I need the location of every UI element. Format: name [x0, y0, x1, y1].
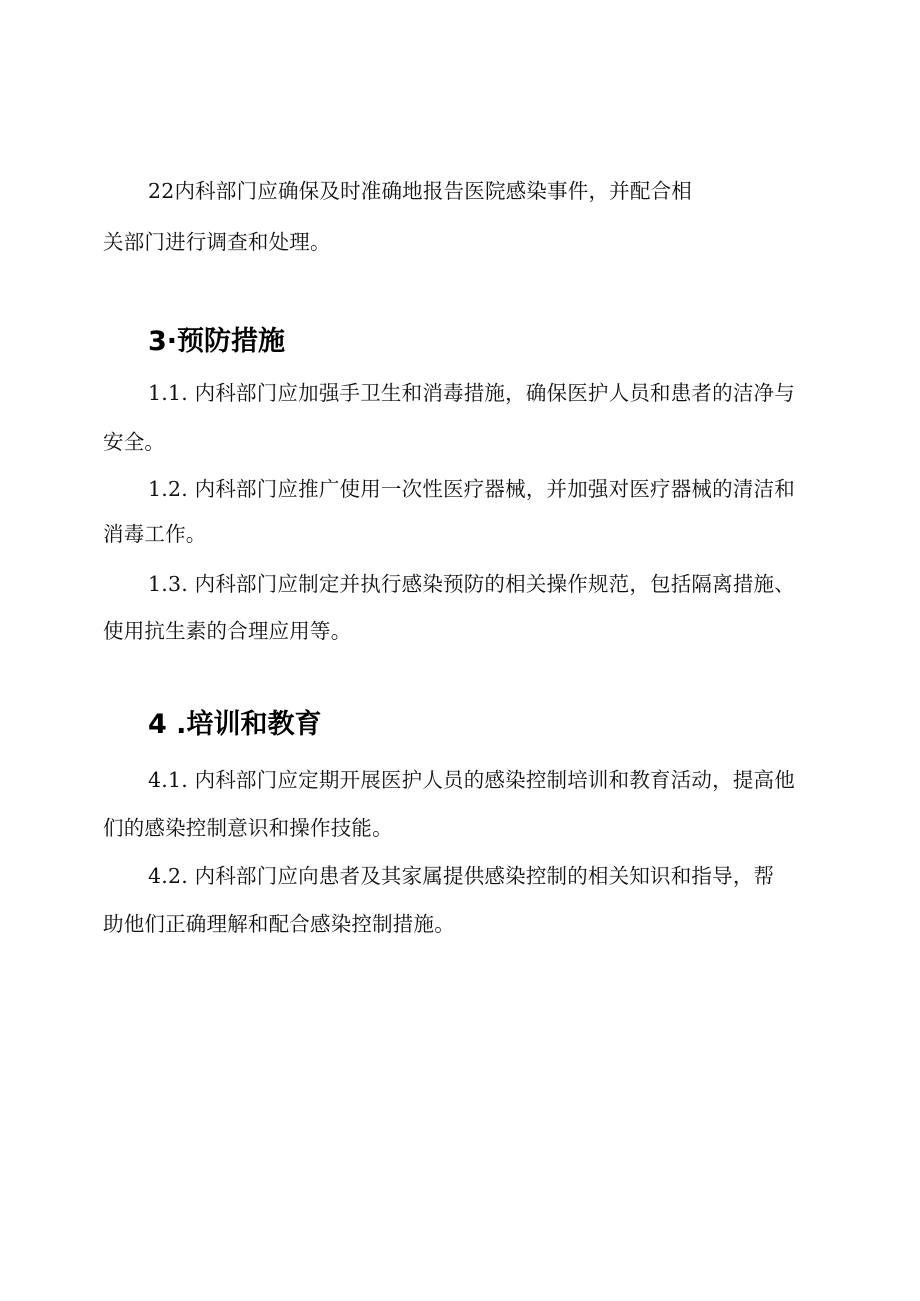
- paragraph-1-3-line-1: 1.3. 内科部门应制定并执行感染预防的相关操作规范，包括隔离措施、: [148, 572, 795, 596]
- paragraph-1-3-line-2: 使用抗生素的合理应用等。: [103, 619, 352, 643]
- paragraph-2-2-line-1: 22内科部门应确保及时准确地报告医院感染事件，并配合相: [148, 179, 692, 203]
- paragraph-1-2-line-2: 消毒工作。: [103, 522, 207, 546]
- paragraph-2-2-line-2: 关部门进行调查和处理。: [103, 230, 331, 254]
- section-3-heading: 3·预防措施: [148, 326, 286, 357]
- paragraph-1-1-line-1: 1.1. 内科部门应加强手卫生和消毒措施，确保医护人员和患者的洁净与: [148, 381, 795, 405]
- paragraph-4-1-line-1: 4.1. 内科部门应定期开展医护人员的感染控制培训和教育活动，提高他: [148, 768, 795, 792]
- paragraph-4-1-line-2: 们的感染控制意识和操作技能。: [103, 816, 393, 840]
- section-4-heading: 4 .培训和教育: [148, 709, 322, 740]
- paragraph-4-2-line-1: 4.2. 内科部门应向患者及其家属提供感染控制的相关知识和指导，帮: [148, 864, 775, 888]
- paragraph-1-1-line-2: 安全。: [103, 430, 166, 454]
- paragraph-1-2-line-1: 1.2. 内科部门应推广使用一次性医疗器械，并加强对医疗器械的清洁和: [148, 477, 795, 501]
- paragraph-4-2-line-2: 助他们正确理解和配合感染控制措施。: [103, 912, 455, 936]
